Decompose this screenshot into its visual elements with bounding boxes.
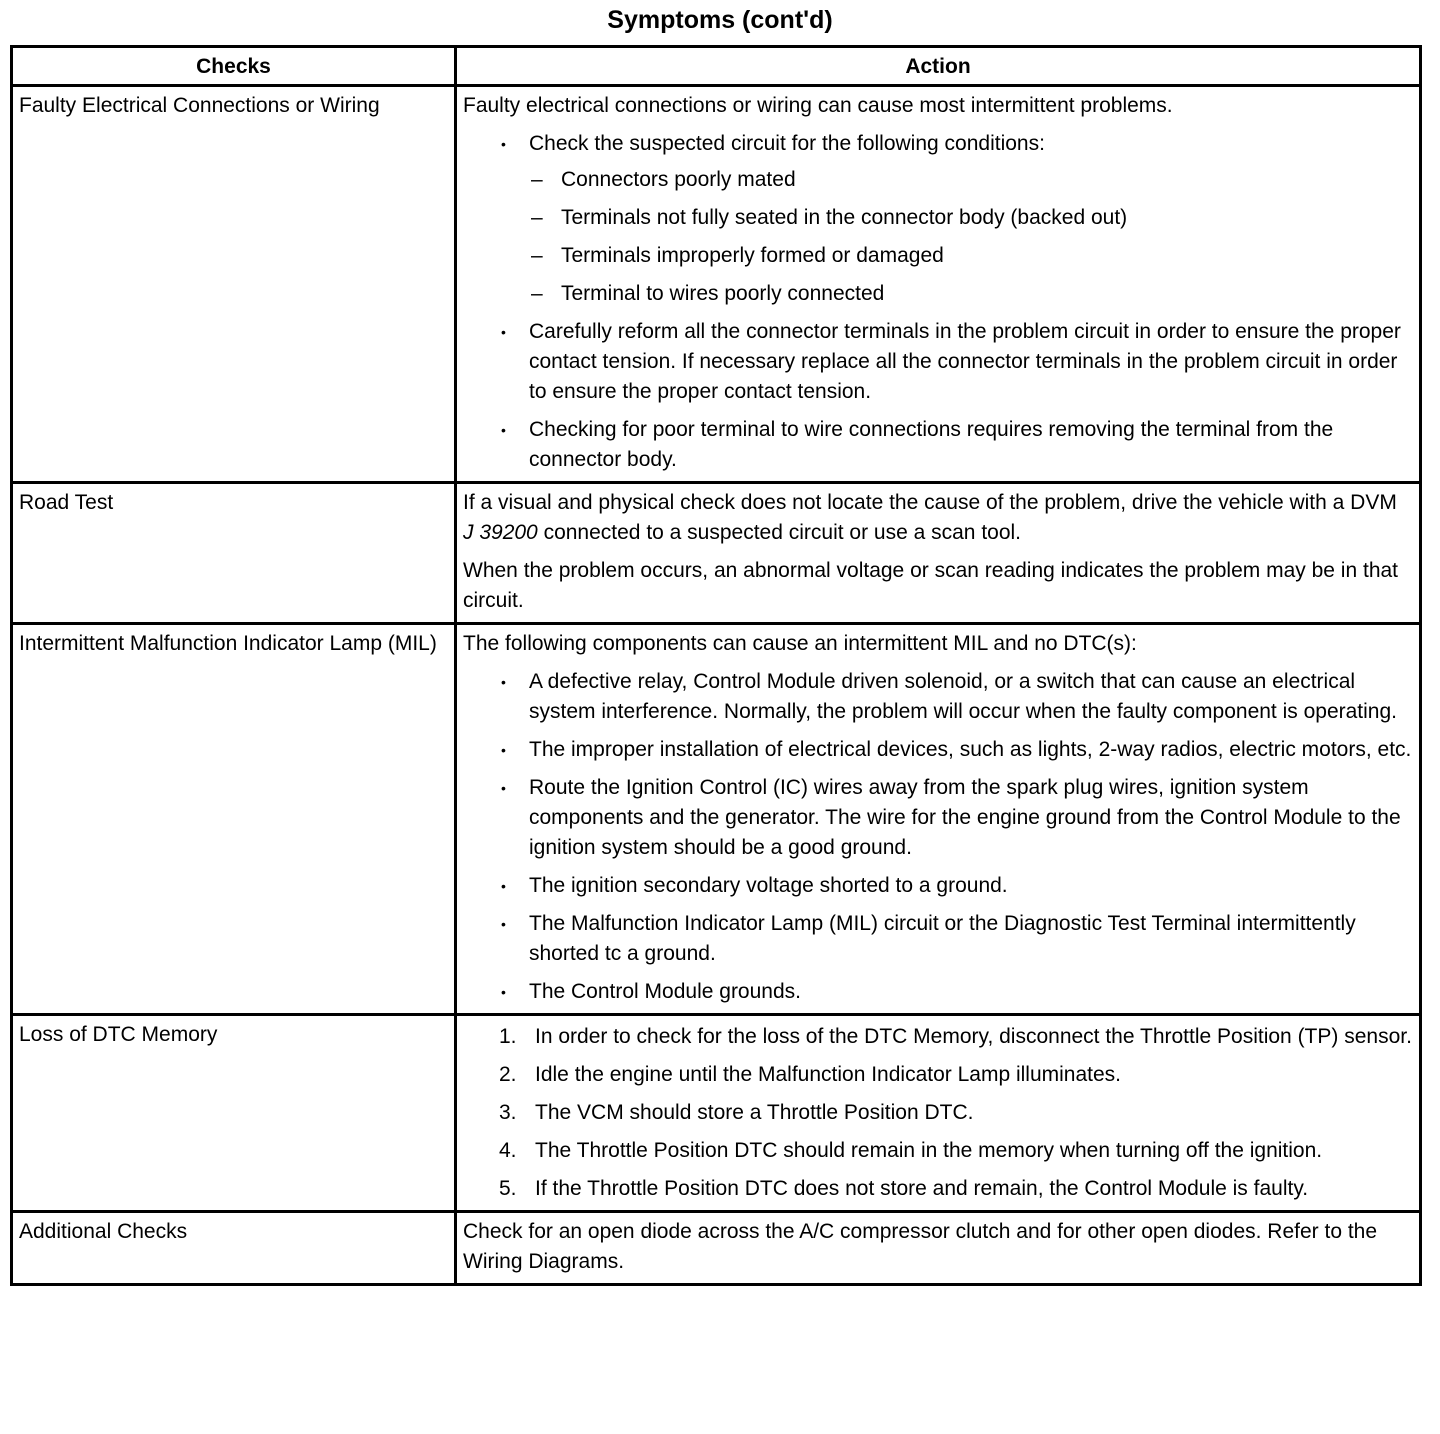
step-number: 3. <box>499 1101 517 1124</box>
action-paragraph: When the problem occurs, an abnormal voltage or scan reading indicates the problem may be in that circuit. <box>463 559 1399 612</box>
action-text: If a visual and physical check does not locate the cause of the problem, drive the vehicle with a DVM <box>463 491 1397 514</box>
step-item <box>499 1060 1413 1090</box>
check-cell: Additional Checks <box>12 1212 456 1285</box>
bullet-item: • A defective relay, Control Module driven solenoid, or a switch that can cause an electrical system interference. Normally, the problem will occur when the faulty component is operating. <box>529 667 1413 727</box>
step-item <box>499 1174 1413 1204</box>
bullet-item <box>529 129 1413 309</box>
bullet-item: • The Control Module grounds. <box>529 977 1413 1007</box>
bullet-item: • The Malfunction Indicator Lamp (MIL) circuit or the Diagnostic Test Terminal intermittently shorted tc a ground. <box>529 909 1413 969</box>
step-text: In order to check for the loss of the DTC Memory, disconnect the Throttle Position (TP) sensor. <box>535 1025 1412 1048</box>
check-cell: Faulty Electrical Connections or Wiring <box>12 86 456 483</box>
bullet-item: • Checking for poor terminal to wire connections requires removing the terminal from the connector body. <box>529 415 1413 475</box>
step-text: Idle the engine until the Malfunction Indicator Lamp illuminates. <box>535 1063 1122 1086</box>
action-column-header: Action <box>456 47 1421 86</box>
step-number: 4. <box>499 1139 517 1162</box>
step-item <box>499 1136 1413 1166</box>
check-cell: Loss of DTC Memory <box>12 1015 456 1212</box>
table-row <box>12 1015 1421 1212</box>
checks-column-header: Checks <box>12 47 456 86</box>
bullet-item: • The ignition secondary voltage shorted to a ground. <box>529 871 1413 901</box>
action-cell <box>456 1015 1421 1212</box>
tool-reference: J 39200 <box>463 521 538 544</box>
action-text: connected to a suspected circuit or use a scan tool. <box>537 521 1022 544</box>
symptoms-table <box>10 45 1422 1286</box>
condition-item: – Connectors poorly mated <box>561 165 1413 195</box>
action-cell <box>456 624 1421 1015</box>
table-row <box>12 483 1421 624</box>
condition-item: – Terminal to wires poorly connected <box>561 279 1413 309</box>
action-cell <box>456 483 1421 624</box>
step-text: If the Throttle Position DTC does not store and remain, the Control Module is faulty. <box>535 1177 1309 1200</box>
step-text: The Throttle Position DTC should remain in the memory when turning off the ignition. <box>535 1139 1323 1162</box>
condition-item: – Terminals not fully seated in the connector body (backed out) <box>561 203 1413 233</box>
action-paragraph <box>463 488 1413 548</box>
table-row <box>12 624 1421 1015</box>
check-cell: Intermittent Malfunction Indicator Lamp (MIL) <box>12 624 456 1015</box>
action-cell <box>456 86 1421 483</box>
action-bullet-list <box>463 667 1413 1007</box>
step-text: The VCM should store a Throttle Position DTC. <box>535 1101 974 1124</box>
page-title: Symptoms (cont'd) <box>607 6 833 34</box>
action-intro: The following components can cause an intermittent MIL and no DTC(s): <box>463 632 1137 655</box>
step-number: 1. <box>499 1025 517 1048</box>
step-item <box>499 1022 1413 1052</box>
step-list <box>463 1022 1413 1204</box>
check-cell: Road Test <box>12 483 456 624</box>
bullet-item: • Route the Ignition Control (IC) wires away from the spark plug wires, ignition system components and the generator. The wire for the engine ground from the Control Module to the ignition system should be a good ground. <box>529 773 1413 863</box>
action-intro: Faulty electrical connections or wiring can cause most intermittent problems. <box>463 94 1173 117</box>
step-item <box>499 1098 1413 1128</box>
table-row <box>12 1212 1421 1285</box>
table-row <box>12 86 1421 483</box>
bullet-text: Check the suspected circuit for the following conditions: <box>529 132 1045 155</box>
action-bullet-list <box>463 129 1413 475</box>
bullet-item: • The improper installation of electrical devices, such as lights, 2-way radios, electric motors, etc. <box>529 735 1413 765</box>
step-number: 2. <box>499 1063 517 1086</box>
bullet-item: • Carefully reform all the connector terminals in the problem circuit in order to ensure the proper contact tension. If necessary replace all the connector terminals in the problem circuit in order to ensure the proper contact tension. <box>529 317 1413 407</box>
table-header-row <box>12 47 1421 86</box>
condition-list <box>529 165 1413 309</box>
action-cell: Check for an open diode across the A/C compressor clutch and for other open diodes. Refer to the Wiring Diagrams. <box>456 1212 1421 1285</box>
condition-item: – Terminals improperly formed or damaged <box>561 241 1413 271</box>
step-number: 5. <box>499 1177 517 1200</box>
